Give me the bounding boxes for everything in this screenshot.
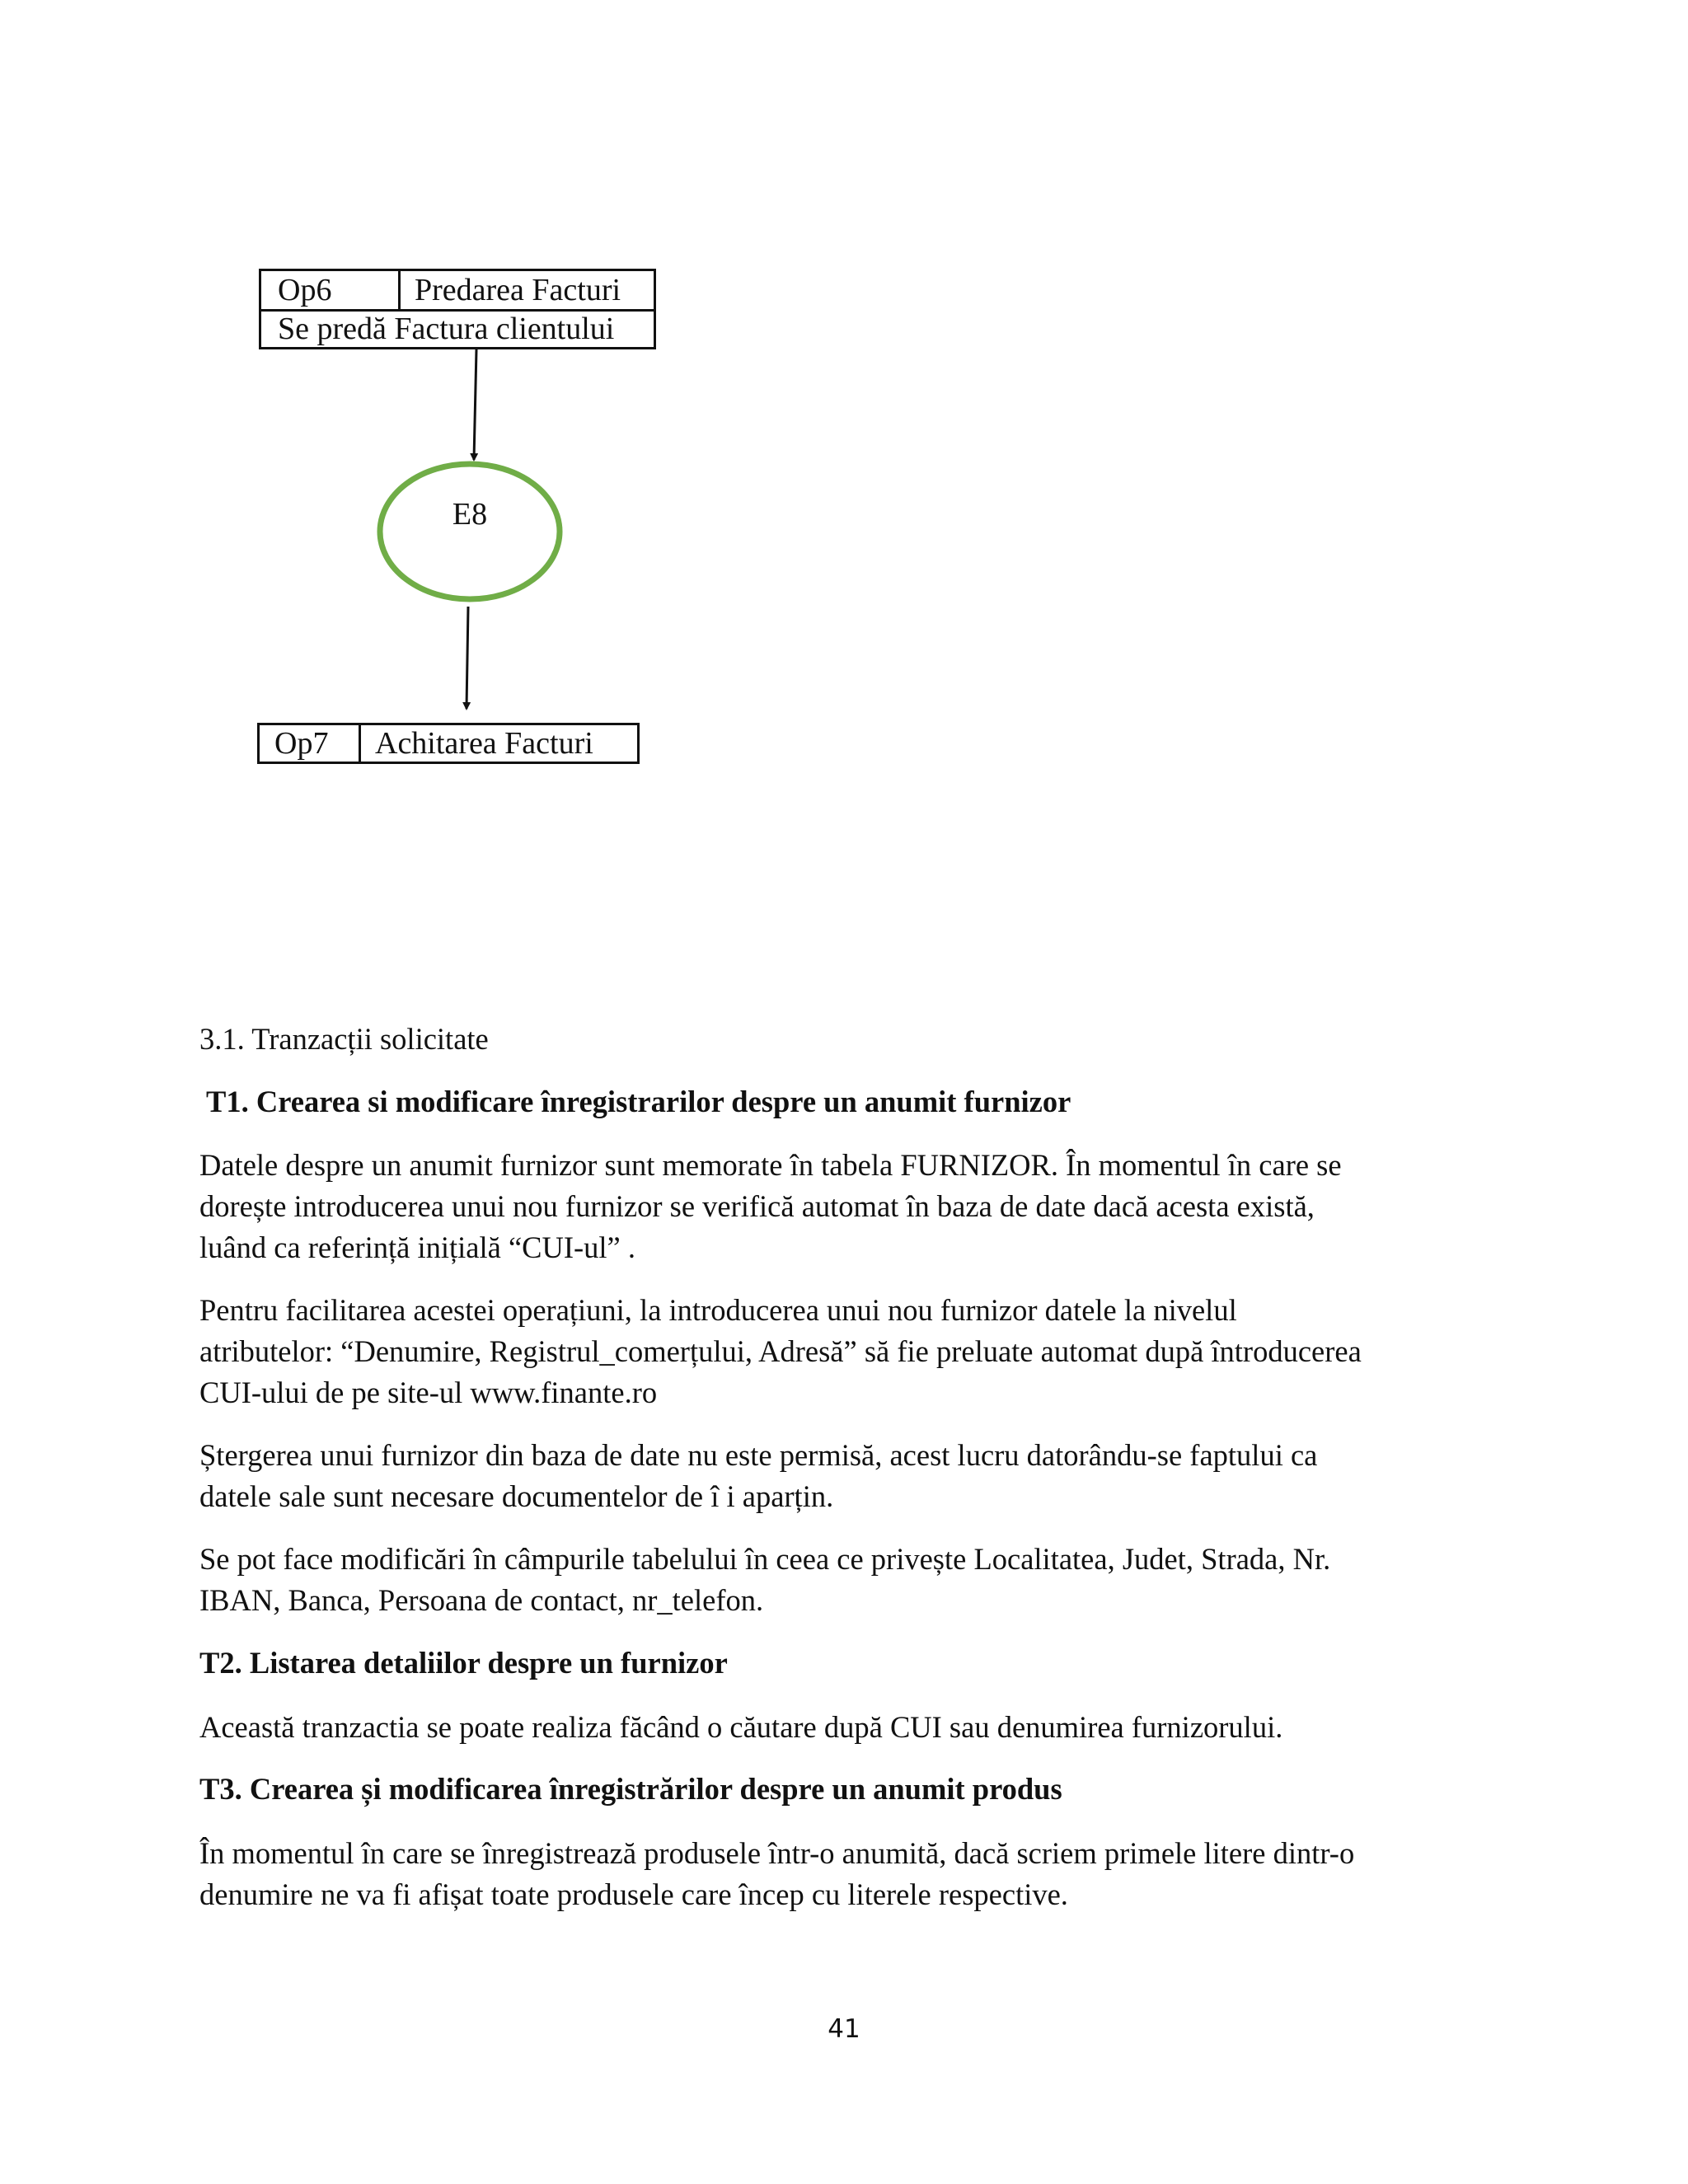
t3-heading: T3. Crearea și modificarea înregistrărilor despre un anumit produs: [199, 1772, 1062, 1806]
t1-p2-line3: CUI-ului de pe site-ul www.finante.ro: [199, 1376, 658, 1409]
arrow-e8-to-op7: [467, 607, 468, 709]
t2-heading: T2. Listarea detaliilor despre un furnizor: [199, 1646, 728, 1680]
op6-description: Se predă Factura clientului: [278, 312, 615, 346]
t1-p2-line2: atributelor: “Denumire, Registrul_comerțului, Adresă” să fie preluate automat după întroducerea: [199, 1334, 1362, 1368]
t3-p1-line2: denumire ne va fi afișat toate produsele care încep cu literele respective.: [199, 1877, 1068, 1911]
op6-title: Predarea Facturi: [415, 273, 621, 307]
event-e8-label: E8: [452, 497, 488, 532]
op7-box: [257, 723, 640, 764]
op6-code: Op6: [278, 273, 332, 307]
flow-diagram: [0, 0, 1688, 824]
t1-p1-line3: luând ca referință inițială “CUI-ul” .: [199, 1230, 636, 1264]
t1-p1-line1: Datele despre un anumit furnizor sunt memorate în tabela FURNIZOR. În momentul în care se: [199, 1148, 1342, 1182]
t1-p4-line1: Se pot face modificări în câmpurile tabelului în ceea ce privește Localitatea, Judet, Strada, Nr.: [199, 1542, 1331, 1576]
op6-col-divider: [398, 271, 401, 309]
arrow-op6-to-e8: [474, 349, 476, 460]
t1-heading: T1. Crearea si modificare înregistrarilor despre un anumit furnizor: [206, 1085, 1071, 1118]
t3-p1-line1: În momentul în care se înregistrează produsele într-o anumită, dacă scriem primele litere dintr-o: [199, 1836, 1355, 1870]
section-heading: 3.1. Tranzacții solicitate: [199, 1022, 489, 1056]
op7-col-divider: [359, 725, 361, 762]
op7-code: Op7: [274, 726, 329, 761]
op7-title: Achitarea Facturi: [375, 726, 593, 761]
t1-p3-line1: Ștergerea unui furnizor din baza de date nu este permisă, acest lucru datorându-se faptului ca: [199, 1438, 1318, 1472]
op6-box: [259, 269, 656, 349]
t2-p1: Această tranzactia se poate realiza făcând o căutare după CUI sau denumirea furnizorului.: [199, 1710, 1283, 1744]
page-number: 41: [828, 2014, 860, 2044]
t1-p2-line1: Pentru facilitarea acestei operațiuni, la introducerea unui nou furnizor datele la nivelul: [199, 1293, 1237, 1327]
t1-p3-line2: datele sale sunt necesare documentelor de î i aparțin.: [199, 1479, 834, 1513]
t1-p4-line2: IBAN, Banca, Persoana de contact, nr_telefon.: [199, 1583, 764, 1617]
t1-p1-line2: dorește introducerea unui nou furnizor se verifică automat în baza de date dacă acesta există,: [199, 1189, 1315, 1223]
